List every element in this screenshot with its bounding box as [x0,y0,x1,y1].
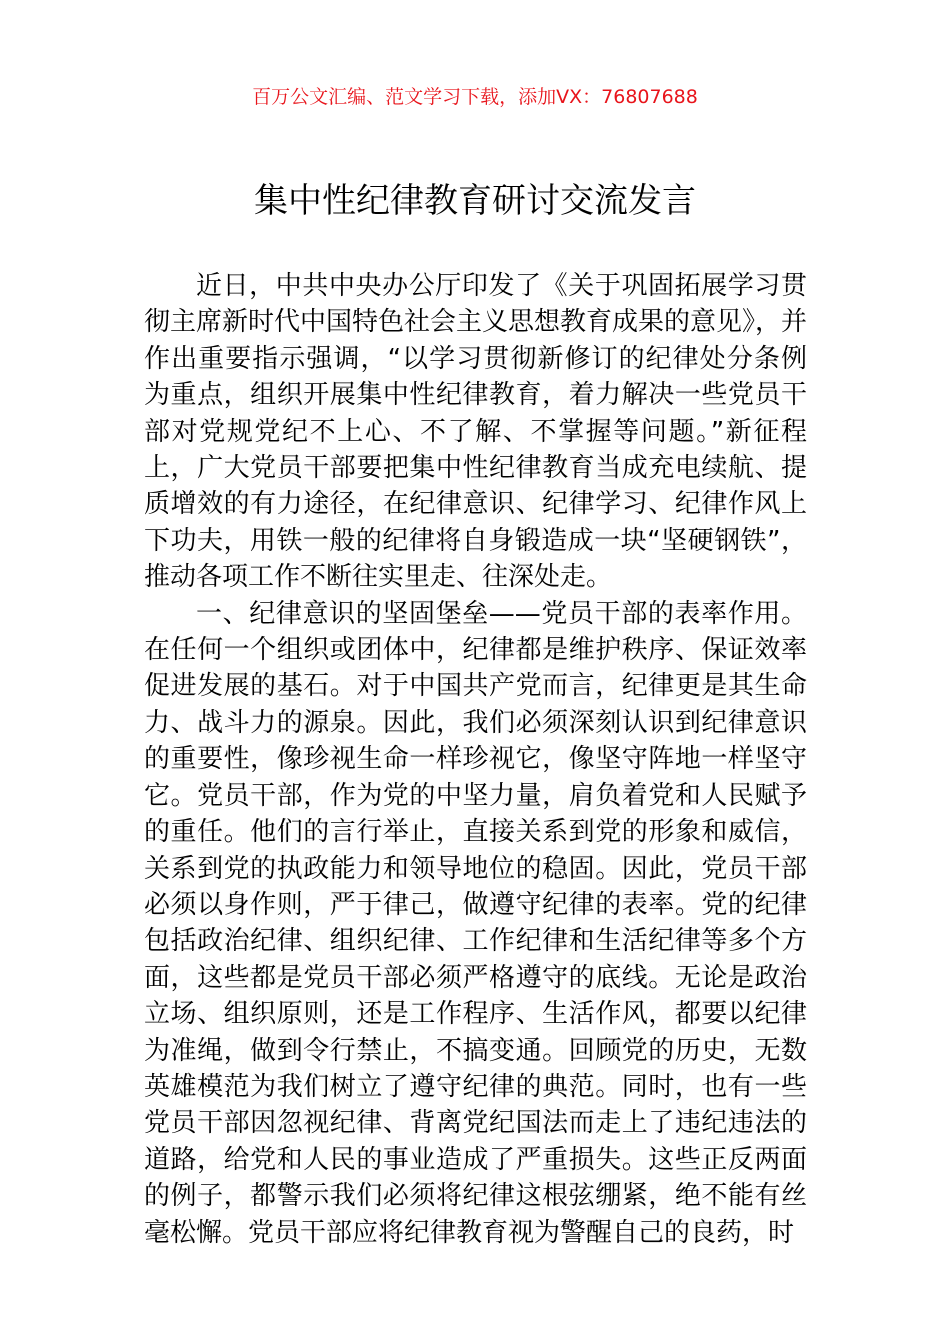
document-title: 集中性纪律教育研讨交流发言 [254,181,696,221]
paragraph-intro: 近日，中共中央办公厅印发了《关于巩固拓展学习贯彻主席新时代中国特色社会主义思想教育成果的意见》，并作出重要指示强调，“以学习贯彻新修订的纪律处分条例为重点，组织开展集中性纪律教育，着力解决一些党员干部对党规党纪不上心、不了解、不掌握等问题。”新征程上，广大党员干部要把集中性纪律教育当成充电续航、提质增效的有力途径，在纪律意识、纪律学习、纪律作风上下功夫，用铁一般的纪律将自身锻造成一块“坚硬钢铁”，推动各项工作不断往实里走、往深处走。 [144,271,808,593]
paragraph-section-1: 一、纪律意识的坚固堡垒——党员干部的表率作用。在任何一个组织或团体中，纪律都是维护秩序、保证效率促进发展的基石。对于中国共产党而言，纪律更是其生命力、战斗力的源泉。因此，我们必须深刻认识到纪律意识的重要性，像珍视生命一样珍视它，像坚守阵地一样坚守它。党员干部，作为党的中坚力量，肩负着党和人民赋予的重任。他们的言行举止，直接关系到党的形象和威信，关系到党的执政能力和领导地位的稳固。因此，党员干部必须以身作则，严于律己，做遵守纪律的表率。党的纪律包括政治纪律、组织纪律、工作纪律和生活纪律等多个方面，这些都是党员干部必须严格遵守的底线。无论是政治立场、组织原则，还是工作程序、生活作风，都要以纪律为准绳，做到令行禁止，不搞变通。回顾党的历史，无数英雄模范为我们树立了遵守纪律的典范。同时，也有一些党员干部因忽视纪律、背离党纪国法而走上了违纪违法的道路，给党和人民的事业造成了严重损失。这些正反两面的例子，都警示我们必须将纪律这根弦绷紧，绝不能有丝毫松懈。党员干部应将纪律教育视为警醒自己的良药，时 [144,598,807,1248]
header-banner: 百万公文汇编、范文学习下载，添加VX：76807688 [252,86,698,108]
document-body [144,268,807,1251]
